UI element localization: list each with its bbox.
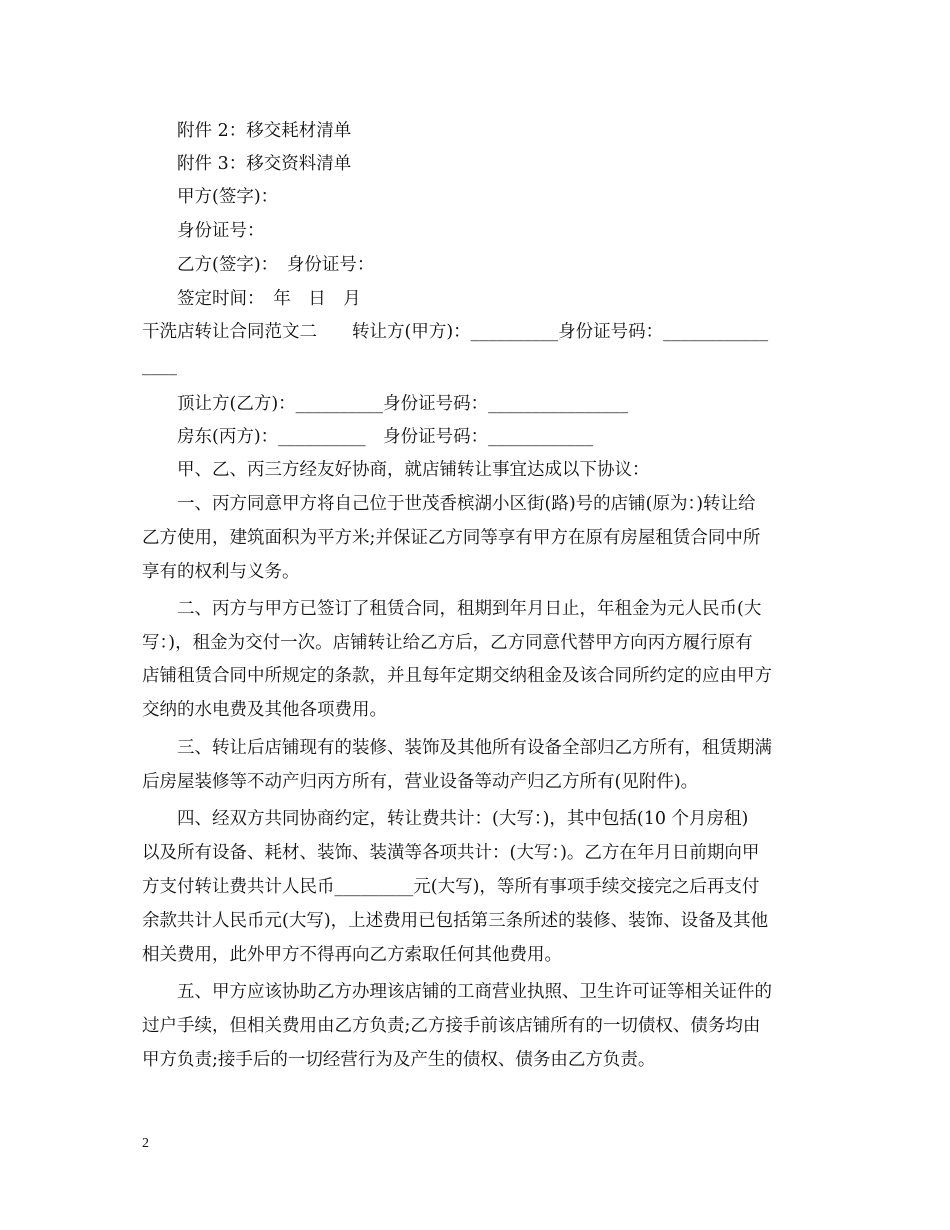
party-a-signature-line: 甲方(签字)： (177, 187, 279, 207)
clause-4-line-1: 四、经双方共同协商约定，转让费共计：(大写：)，其中包括(10 个月房租) (177, 809, 749, 829)
transferee-line: 顶让方(乙方)：__________身份证号码：________________ (177, 394, 629, 414)
clause-2-line-1: 二、丙方与甲方已签订了租赁合同，租期到年月日止，年租金为元人民币(大 (177, 599, 762, 619)
clause-4-line-5: 相关费用，此外甲方不得再向乙方索取任何其他费用。 (142, 945, 562, 965)
clause-2-line-2: 写：)，租金为交付一次。店铺转让给乙方后，乙方同意代替甲方向丙方履行原有 (142, 633, 753, 653)
clause-4-line-3: 方支付转让费共计人民币_________元(大写)，等所有事项手续交接完之后再支付 (142, 877, 760, 897)
landlord-line: 房东(丙方)：__________ 身份证号码：____________ (177, 427, 594, 447)
clause-4-line-2: 以及所有设备、耗材、装饰、装潢等各项共计：(大写：)。乙方在年月日前期向甲 (142, 843, 760, 863)
party-b-signature-line: 乙方(签字)： 身份证号： (177, 255, 375, 275)
clause-5-line-1: 五、甲方应该协助乙方办理该店铺的工商营业执照、卫生许可证等相关证件的 (177, 982, 772, 1002)
clause-1-line-2: 乙方使用，建筑面积为平方米;并保证乙方同等享有甲方在原有房屋租赁合同中所 (142, 528, 761, 548)
clause-5-line-2: 过户手续，但相关费用由乙方负责;乙方接手前该店铺所有的一切债权、债务均由 (142, 1016, 761, 1036)
party-a-id-line: 身份证号： (177, 221, 265, 241)
attachment-2-line: 附件 2：移交耗材清单 (177, 121, 352, 141)
clause-1-line-1: 一、丙方同意甲方将自己位于世茂香槟湖小区街(路)号的店铺(原为：)转让给 (177, 494, 756, 514)
clause-3-line-2: 后房屋装修等不动产归丙方所有，营业设备等动产归乙方所有(见附件)。 (142, 772, 699, 792)
clause-5-line-3: 甲方负责;接手后的一切经营行为及产生的债权、债务由乙方负责。 (142, 1050, 656, 1070)
clause-4-line-4: 余款共计人民币元(大写)，上述费用已包括第三条所述的装修、装饰、设备及其他 (142, 911, 769, 931)
clause-2-line-4: 交纳的水电费及其他各项费用。 (142, 700, 387, 720)
clause-1-line-3: 享有的权利与义务。 (142, 562, 300, 582)
clause-3-line-1: 三、转让后店铺现有的装修、装饰及其他所有设备全部归乙方所有，租赁期满 (177, 738, 772, 758)
underline-continuation: ____ (142, 356, 177, 376)
page-number: 2 (142, 1136, 149, 1151)
attachment-3-line: 附件 3：移交资料清单 (177, 154, 352, 174)
title-transferor-line: 干洗店转让合同范文二 转让方(甲方)：__________身份证号码：____________ (142, 322, 769, 342)
agreement-intro: 甲、乙、丙三方经友好协商，就店铺转让事宜达成以下协议： (177, 460, 650, 480)
signing-date-line: 签定时间： 年 日 月 (177, 289, 361, 309)
clause-2-line-3: 店铺租赁合同中所规定的条款，并且每年定期交纳租金及该合同所约定的应由甲方 (142, 666, 772, 686)
